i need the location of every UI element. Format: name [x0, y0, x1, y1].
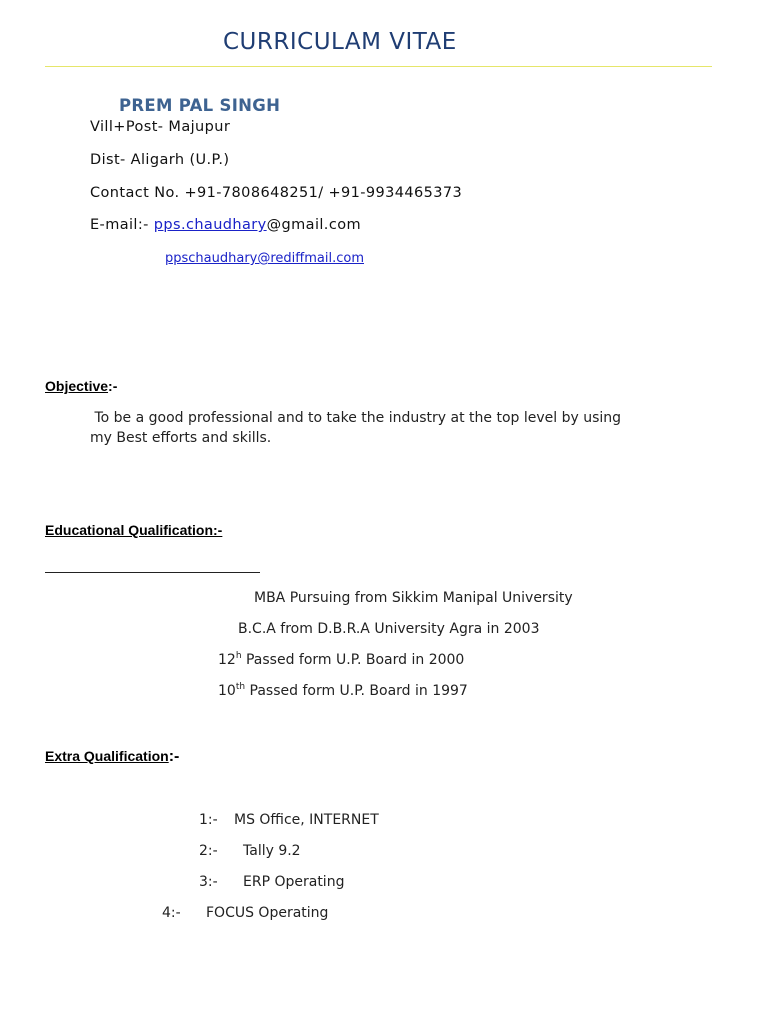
secondary-email-link[interactable]: ppschaudhary@rediffmail.com	[165, 251, 364, 266]
extra-item-4	[162, 905, 328, 921]
education-item-10th	[218, 683, 468, 699]
education-12-sup: h	[235, 651, 242, 661]
education-item-12th	[218, 652, 464, 668]
extra-item-2	[199, 843, 301, 859]
document-title: CURRICULAM VITAE	[223, 29, 457, 55]
extra-item-4-text: FOCUS Operating	[206, 905, 329, 921]
extra-item-3	[199, 874, 344, 890]
education-10-text: Passed form U.P. Board in 1997	[245, 683, 468, 699]
education-heading: Educational Qualification:-	[45, 522, 223, 538]
email-label: E-mail:-	[90, 217, 154, 233]
education-divider	[45, 572, 260, 573]
extra-item-1-num: 1:-	[199, 812, 218, 828]
candidate-name: PREM PAL SINGH	[119, 96, 281, 115]
extra-item-2-num: 2:-	[199, 843, 218, 859]
objective-text	[90, 408, 621, 448]
extra-item-2-text: Tally 9.2	[243, 843, 301, 859]
objective-line-2: my Best efforts and skills.	[90, 430, 272, 446]
extra-heading	[45, 748, 179, 766]
email-line	[90, 217, 361, 233]
extra-item-1	[199, 812, 379, 828]
extra-item-4-num: 4:-	[162, 905, 181, 921]
objective-heading-text: Objective	[45, 378, 109, 394]
email-domain: @gmail.com	[266, 217, 361, 233]
education-12-num: 12	[218, 652, 236, 668]
email-link[interactable]: pps.chaudhary	[153, 217, 267, 233]
education-item-mba: MBA Pursuing from Sikkim Manipal University	[254, 590, 573, 606]
objective-line-1: To be a good professional and to take the industry at the top level by using	[90, 410, 622, 426]
education-10-sup: th	[235, 682, 246, 692]
extra-heading-text: Extra Qualification	[45, 748, 169, 764]
contact-number: Contact No. +91-7808648251/ +91-9934465373	[90, 185, 463, 201]
extra-heading-suffix: :-	[168, 748, 180, 765]
objective-heading-suffix: :-	[108, 378, 118, 394]
address-line-2: Dist- Aligarh (U.P.)	[90, 152, 230, 168]
extra-item-3-text: ERP Operating	[243, 874, 345, 890]
address-line-1: Vill+Post- Majupur	[90, 119, 231, 135]
title-divider	[45, 66, 712, 67]
education-10-num: 10	[218, 683, 236, 699]
extra-item-1-text: MS Office, INTERNET	[234, 812, 379, 828]
education-12-text: Passed form U.P. Board in 2000	[241, 652, 465, 668]
objective-heading	[45, 378, 117, 394]
education-item-bca: B.C.A from D.B.R.A University Agra in 2003	[238, 621, 540, 637]
extra-item-3-num: 3:-	[199, 874, 218, 890]
